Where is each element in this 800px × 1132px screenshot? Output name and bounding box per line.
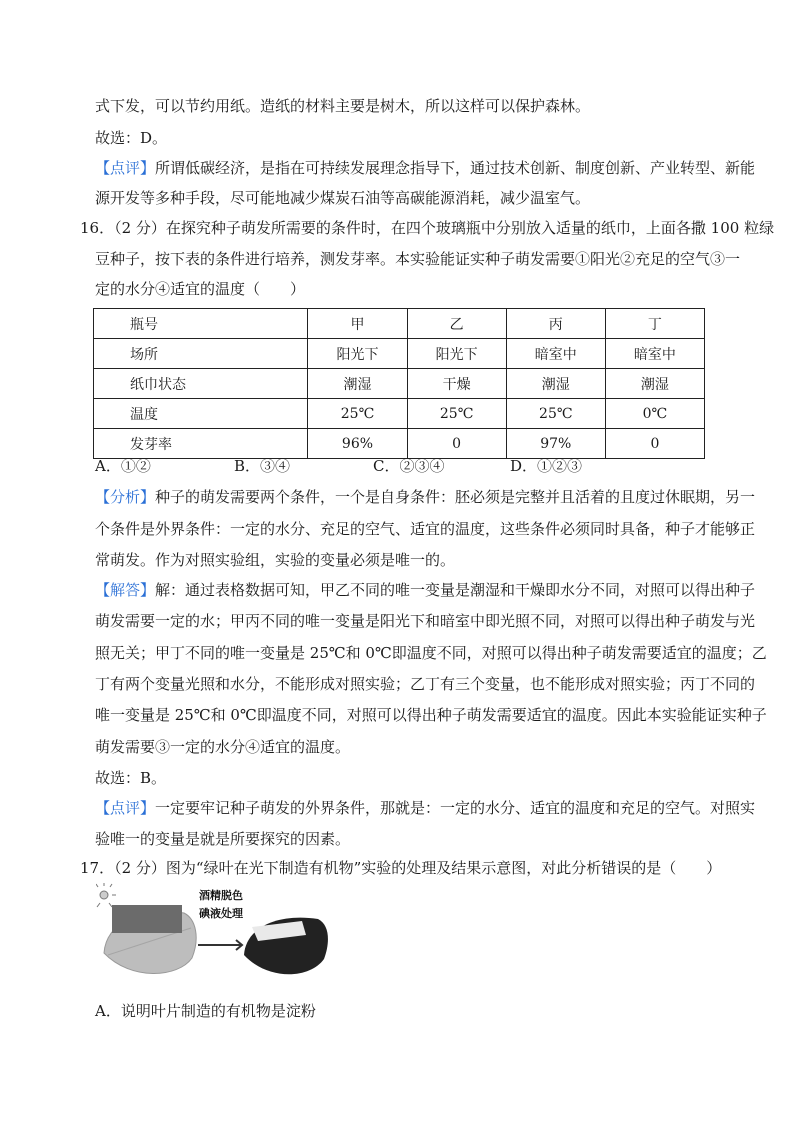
- table-cell: 阳光下: [407, 339, 506, 369]
- prev-answer: 故选：D。: [95, 129, 168, 147]
- comment-tag: 【点评】: [95, 159, 156, 177]
- q16-option-c: C．②③④: [373, 457, 445, 475]
- arrow-icon: [198, 940, 242, 950]
- q16-option-b: B．③④: [234, 457, 291, 475]
- table-cell: 97%: [506, 429, 605, 459]
- table-cell: 阳光下: [308, 339, 407, 369]
- q16-analysis-line-2: 个条件是外界条件：一定的水分、充足的空气、适宜的温度，这些条件必须同时具备，种子才能够正: [95, 520, 756, 538]
- table-cell: 潮湿: [308, 369, 407, 399]
- q17-option-a: A．说明叶片制造的有机物是淀粉: [95, 1002, 316, 1020]
- q16-option-d: D．①②③: [510, 457, 583, 475]
- table-cell: 0: [605, 429, 704, 459]
- black-paper-cover: [112, 905, 182, 933]
- table-header-cell: 甲: [308, 309, 407, 339]
- table-cell: 25℃: [506, 399, 605, 429]
- q16-solution-line-5: 唯一变量是 25℃和 0℃即温度不同，对照可以得出种子萌发需要适宜的温度。因此本实验能证实种子: [95, 706, 767, 724]
- table-cell: 发芽率: [94, 429, 308, 459]
- table-header-cell: 丙: [506, 309, 605, 339]
- table-row: [94, 429, 705, 459]
- table-cell: 潮湿: [506, 369, 605, 399]
- q16-number: 16．: [80, 219, 115, 237]
- q16-line-3: 定的水分④适宜的温度（ ）: [95, 280, 306, 298]
- light-icon: [96, 883, 116, 907]
- q16-solution-line-1: 【解答】解：通过表格数据可知，甲乙不同的唯一变量是潮湿和干燥即水分不同，对照可以得出种子: [95, 581, 756, 599]
- q17-line-1: 17．（2 分）图为“绿叶在光下制造有机物”实验的处理及结果示意图，对此分析错误的是（ ）: [80, 859, 722, 877]
- table-row: [94, 369, 705, 399]
- q16-table: [93, 308, 705, 459]
- table-cell: 干燥: [407, 369, 506, 399]
- table-header-cell: 乙: [407, 309, 506, 339]
- table-cell: 暗室中: [605, 339, 704, 369]
- table-row: [94, 399, 705, 429]
- q16-solution-line-6: 萌发需要③一定的水分④适宜的温度。: [95, 738, 351, 756]
- q16-analysis-line-3: 常萌发。作为对照实验组，实验的变量必须是唯一的。: [95, 551, 456, 569]
- table-cell: 25℃: [308, 399, 407, 429]
- table-cell: 纸巾状态: [94, 369, 308, 399]
- q16-solution-line-2: 萌发需要一定的水；甲丙不同的唯一变量是阳光下和暗室中即光照不同，对照可以得出种子萌发与光: [95, 612, 756, 630]
- table-cell: 0: [407, 429, 506, 459]
- prev-comment-line-1: 【点评】所谓低碳经济，是指在可持续发展理念指导下，通过技术创新、制度创新、产业转型、新能: [95, 159, 756, 177]
- figure-label-iodine: 碘液处理: [199, 907, 243, 920]
- table-row: [94, 339, 705, 369]
- q16-line-1: 16．（2 分）在探究种子萌发所需要的条件时，在四个玻璃瓶中分别放入适量的纸巾，上面各撒 100 粒绿: [80, 219, 775, 237]
- table-header-cell: 瓶号: [94, 309, 308, 339]
- q16-solution-line-3: 照无关；甲丁不同的唯一变量是 25℃和 0℃即温度不同，对照可以得出种子萌发需要适宜的温度；乙: [95, 644, 767, 662]
- q16-comment-line-1: 【点评】一定要牢记种子萌发的外界条件，那就是：一定的水分、适宜的温度和充足的空气。对照实: [95, 799, 756, 817]
- table-header-row: [94, 309, 705, 339]
- prev-explanation-line: 式下发，可以节约用纸。造纸的材料主要是树木，所以这样可以保护森林。: [95, 97, 591, 115]
- q16-answer: 故选：B。: [95, 769, 167, 787]
- table-cell: 温度: [94, 399, 308, 429]
- table-cell: 潮湿: [605, 369, 704, 399]
- q17-number: 17．: [80, 859, 115, 877]
- figure-label-decolor: 酒精脱色: [199, 889, 243, 902]
- q16-comment-line-2: 验唯一的变量是就是所要探究的因素。: [95, 830, 351, 848]
- table-cell: 场所: [94, 339, 308, 369]
- q16-analysis-line-1: 【分析】种子的萌发需要两个条件，一个是自身条件：胚必须是完整并且活着的且度过休眠期，另一: [95, 488, 756, 506]
- q16-solution-line-4: 丁有两个变量光照和水分，不能形成对照实验；乙丁有三个变量，也不能形成对照实验；丙丁不同的: [95, 675, 756, 693]
- table-cell: 25℃: [407, 399, 506, 429]
- table-cell: 0℃: [605, 399, 704, 429]
- q16-option-a: A．①②: [95, 457, 151, 475]
- table-header-cell: 丁: [605, 309, 704, 339]
- table-cell: 暗室中: [506, 339, 605, 369]
- solution-tag: 【解答】: [95, 581, 156, 599]
- prev-comment-line-2: 源开发等多种手段，尽可能地减少煤炭石油等高碳能源消耗，减少温室气。: [95, 189, 591, 207]
- table-cell: 96%: [308, 429, 407, 459]
- comment-tag: 【点评】: [95, 799, 156, 817]
- analysis-tag: 【分析】: [95, 488, 156, 506]
- leaf-experiment-figure: [96, 883, 336, 983]
- q16-line-2: 豆种子，按下表的条件进行培养，测发芽率。本实验能证实种子萌发需要①阳光②充足的空气③一: [95, 250, 741, 268]
